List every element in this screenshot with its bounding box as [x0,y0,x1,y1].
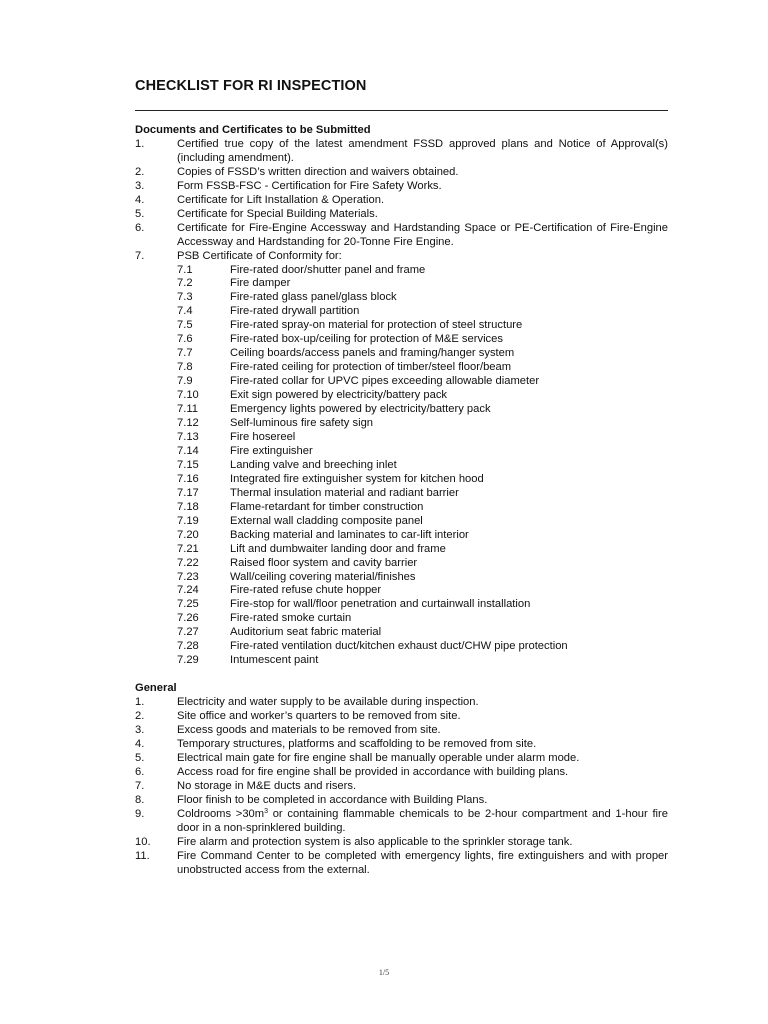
section-gap [135,668,668,682]
list-item-number: 5. [135,751,145,764]
list-item-text: Form FSSB-FSC - Certification for Fire Safety Works. [177,179,442,192]
documents-list-item [135,180,668,194]
list-item-text: Copies of FSSD’s written direction and waivers obtained. [177,165,459,178]
list-item-number: 7.16 [177,472,199,485]
list-item-number: 4. [135,193,145,206]
conformity-sublist-item [135,459,668,473]
documents-list [135,138,668,264]
list-item-number: 9. [135,807,145,820]
documents-list-item [135,194,668,208]
documents-list-item [135,208,668,222]
conformity-sublist-item [135,347,668,361]
list-item-text: Fire-stop for wall/floor penetration and curtainwall installation [230,598,531,611]
list-item-text-part: or containing flammable chemicals to be 2-hour compartment and 1-hour fire door in a non-sprinklered building. [177,807,668,834]
list-item-number: 7.3 [177,291,193,304]
list-item-number: 1. [135,696,145,709]
list-item-text: Certified true copy of the latest amendment FSSD approved plans and Notice of Approval(s) (including amendment). [177,137,668,164]
conformity-sublist-item [135,640,668,654]
list-item-number: 1. [135,137,145,150]
conformity-sublist-item [135,431,668,445]
list-item-text: Electrical main gate for fire engine shall be manually operable under alarm mode. [177,751,580,764]
list-item-text: Backing material and laminates to car-lift interior [230,528,469,541]
list-item-text: Access road for fire engine shall be provided in accordance with building plans. [177,765,569,778]
list-item-text: Certificate for Fire-Engine Accessway and Hardstanding Space or PE-Certification of Fire-Engine Accessway and Hardstanding for 20-Tonne Fire Engine. [177,221,668,248]
conformity-sublist-item [135,375,668,389]
list-item-number: 7.22 [177,556,199,569]
list-item-number: 7.13 [177,430,199,443]
conformity-sublist-item [135,584,668,598]
documents-heading: Documents and Certificates to be Submitted [135,124,371,136]
document-body [135,124,668,878]
list-item-number: 8. [135,793,145,806]
list-item-text: Floor finish to be completed in accordance with Building Plans. [177,793,488,806]
list-item-text: Raised floor system and cavity barrier [230,556,418,569]
list-item-text: Flame-retardant for timber construction [230,500,424,513]
documents-list-item [135,250,668,264]
conformity-sublist-item [135,333,668,347]
documents-list-item [135,138,668,166]
list-item-number: 7.14 [177,444,199,457]
list-item-number: 7.10 [177,389,199,402]
list-item-number: 3. [135,724,145,737]
list-item-text: Lift and dumbwaiter landing door and frame [230,542,446,555]
list-item-number: 7.6 [177,333,193,346]
list-item-number: 7.7 [177,347,193,360]
list-item-number: 6. [135,765,145,778]
list-item-number: 7.5 [177,319,193,332]
list-item-number: 7.23 [177,570,199,583]
list-item-text: Wall/ceiling covering material/finishes [230,570,416,583]
general-list-item [135,808,668,836]
list-item-number: 7.25 [177,598,199,611]
list-item-number: 2. [135,165,145,178]
conformity-sublist-item [135,305,668,319]
list-item-text: Fire alarm and protection system is also applicable to the sprinkler storage tank. [177,835,573,848]
list-item-text: Excess goods and materials to be removed from site. [177,724,441,737]
list-item-number: 6. [135,221,145,234]
list-item-number: 7.12 [177,417,199,430]
list-item-text: Auditorium seat fabric material [230,626,382,639]
conformity-sublist-item [135,445,668,459]
list-item-number: 3. [135,179,145,192]
list-item-text: Emergency lights powered by electricity/battery pack [230,403,491,416]
general-list [135,696,668,877]
general-list-item [135,794,668,808]
conformity-sublist-item [135,515,668,529]
documents-list-item [135,166,668,180]
general-heading: General [135,682,177,695]
conformity-sublist-item [135,291,668,305]
page-number: 1/5 [378,968,390,977]
list-item-number: 7.4 [177,305,193,318]
list-item-number: 7.18 [177,500,199,513]
list-item-number: 7. [135,249,145,262]
list-item-number: 5. [135,207,145,220]
general-list-item [135,738,668,752]
general-list-item [135,752,668,766]
list-item-text: Fire damper [230,277,291,290]
list-item-number: 7.19 [177,514,199,527]
conformity-sublist-item [135,473,668,487]
list-item-text: Fire-rated drywall partition [230,305,360,318]
list-item-number: 10. [135,835,151,848]
list-item-text: Fire-rated collar for UPVC pipes exceeding allowable diameter [230,375,540,388]
list-item-number: 7.8 [177,361,193,374]
list-item-number: 7. [135,779,145,792]
list-item-number: 7.27 [177,626,199,639]
conformity-sublist-item [135,361,668,375]
list-item-text: Fire-rated door/shutter panel and frame [230,263,426,276]
list-item-number: 7.24 [177,584,199,597]
list-item-text: Temporary structures, platforms and scaffolding to be removed from site. [177,737,537,750]
document-title: CHECKLIST FOR RI INSPECTION [135,78,367,94]
list-item-number: 7.9 [177,375,193,388]
list-item-number: 7.28 [177,640,199,653]
conformity-sublist-item [135,487,668,501]
conformity-sublist-item [135,389,668,403]
list-item-text: Integrated fire extinguisher system for kitchen hood [230,472,484,485]
conformity-sublist-item [135,626,668,640]
list-item-text: Thermal insulation material and radiant barrier [230,486,459,499]
list-item-text: Landing valve and breeching inlet [230,458,397,471]
conformity-sublist-item [135,501,668,515]
documents-list-item [135,222,668,250]
list-item-text-part: Coldrooms >30m [177,807,265,820]
general-list-item [135,836,668,850]
list-item-number: 7.29 [177,654,199,667]
conformity-sublist-item [135,529,668,543]
list-item-number: 7.1 [177,263,193,276]
list-item-number: 7.26 [177,612,199,625]
conformity-sublist-item [135,612,668,626]
list-item-text: Site office and worker’s quarters to be removed from site. [177,710,461,723]
conformity-sublist-item [135,403,668,417]
conformity-sublist-item [135,417,668,431]
conformity-sublist-item [135,543,668,557]
list-item-text: Fire-rated glass panel/glass block [230,291,397,304]
general-list-item [135,724,668,738]
conformity-sublist-item [135,277,668,291]
superscript: 3 [264,807,268,815]
general-list-item [135,710,668,724]
list-item-number: 7.15 [177,458,199,471]
list-item-text: Fire Command Center to be completed with emergency lights, fire extinguishers and with proper unobstructed access from the external. [177,849,668,876]
list-item-text [177,808,668,834]
conformity-sublist-item [135,319,668,333]
list-item-number: 4. [135,737,145,750]
list-item-number: 7.2 [177,277,193,290]
list-item-text: Electricity and water supply to be available during inspection. [177,696,479,709]
list-item-number: 2. [135,710,145,723]
list-item-number: 11. [135,849,150,862]
list-item-text: PSB Certificate of Conformity for: [177,249,342,262]
list-item-text: Fire hosereel [230,430,296,443]
list-item-text: Fire-rated box-up/ceiling for protection of M&E services [230,333,503,346]
conformity-sublist-item [135,264,668,278]
list-item-text: External wall cladding composite panel [230,514,423,527]
list-item-text: Fire-rated spray-on material for protection of steel structure [230,319,523,332]
conformity-sublist [135,264,668,669]
list-item-number: 7.20 [177,528,199,541]
general-list-item [135,696,668,710]
title-divider [135,110,668,111]
list-item-number: 7.17 [177,486,199,499]
conformity-sublist-item [135,598,668,612]
general-list-item [135,766,668,780]
list-item-text: No storage in M&E ducts and risers. [177,779,357,792]
conformity-sublist-item [135,571,668,585]
list-item-text: Fire-rated smoke curtain [230,612,352,625]
list-item-text: Fire-rated ventilation duct/kitchen exhaust duct/CHW pipe protection [230,640,568,653]
list-item-text: Intumescent paint [230,654,319,667]
list-item-text: Fire-rated refuse chute hopper [230,584,382,597]
list-item-text: Fire extinguisher [230,444,313,457]
conformity-sublist-item [135,557,668,571]
list-item-number: 7.11 [177,403,198,416]
list-item-text: Ceiling boards/access panels and framing/hanger system [230,347,515,360]
list-item-text: Exit sign powered by electricity/battery pack [230,389,448,402]
list-item-text: Self-luminous fire safety sign [230,417,374,430]
list-item-text: Fire-rated ceiling for protection of timber/steel floor/beam [230,361,512,374]
list-item-number: 7.21 [177,542,199,555]
list-item-text: Certificate for Special Building Materials. [177,207,378,220]
general-list-item [135,780,668,794]
general-list-item [135,850,668,878]
list-item-text: Certificate for Lift Installation & Operation. [177,193,385,206]
conformity-sublist-item [135,654,668,668]
